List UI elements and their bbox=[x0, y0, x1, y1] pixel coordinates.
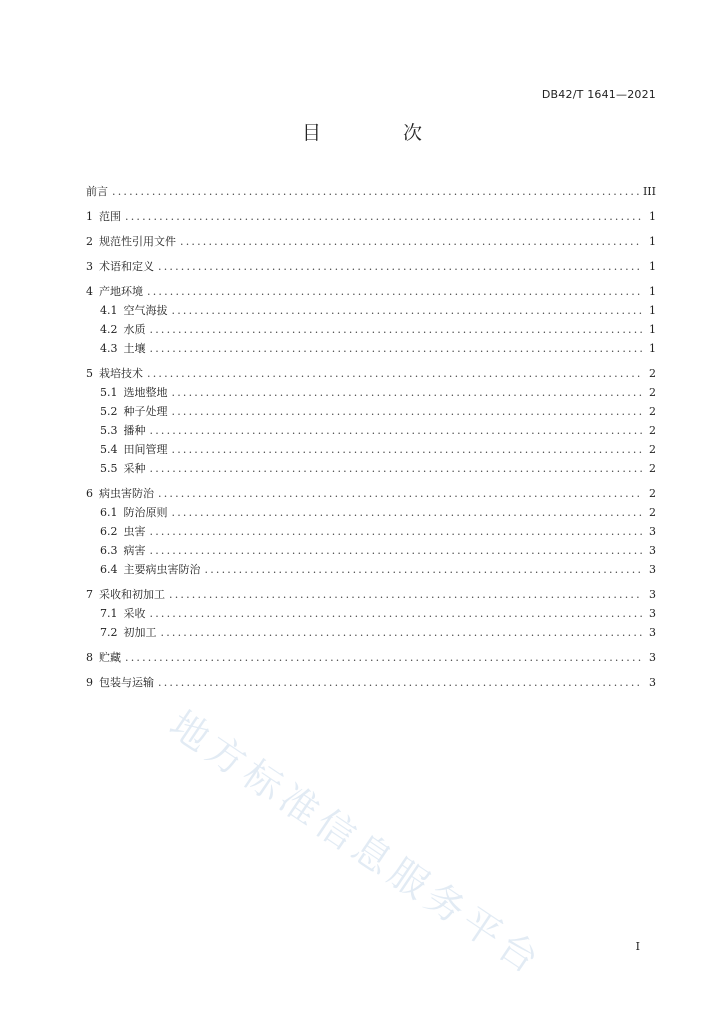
toc-entry-page: 1 bbox=[649, 323, 656, 336]
toc-entry[interactable] bbox=[86, 522, 656, 541]
toc-entry[interactable] bbox=[86, 364, 656, 383]
dot-leader bbox=[172, 383, 643, 402]
toc-entry-page: 2 bbox=[649, 367, 656, 380]
footer-page-number: I bbox=[635, 940, 640, 953]
toc-entry[interactable] bbox=[86, 320, 656, 339]
toc-entry-label: 空气海拔 bbox=[123, 304, 168, 317]
toc-entry-label: 规范性引用文件 bbox=[99, 235, 176, 248]
toc-entry-number: 6 bbox=[86, 487, 93, 500]
toc-entry[interactable] bbox=[86, 484, 656, 503]
dot-leader bbox=[180, 232, 642, 251]
toc-entry[interactable] bbox=[86, 604, 656, 623]
toc-entry-page: 1 bbox=[649, 210, 656, 223]
dot-leader bbox=[205, 560, 643, 579]
toc-entry[interactable] bbox=[86, 421, 656, 440]
toc-entry[interactable] bbox=[86, 503, 656, 522]
dot-leader bbox=[150, 421, 643, 440]
toc-entry-number: 9 bbox=[86, 676, 93, 689]
toc-entry-number: 5.1 bbox=[100, 386, 118, 399]
toc-entry-number: 6.2 bbox=[100, 525, 118, 538]
toc-entry-page: 2 bbox=[649, 443, 656, 456]
toc-entry-number: 2 bbox=[86, 235, 93, 248]
toc-entry-page: 3 bbox=[649, 676, 656, 689]
toc-entry-page: 3 bbox=[649, 525, 656, 538]
toc-entry-page: 3 bbox=[649, 544, 656, 557]
dot-leader bbox=[150, 339, 643, 358]
toc-entry-label: 虫害 bbox=[123, 525, 146, 538]
toc-entry-number: 4.1 bbox=[100, 304, 118, 317]
toc-entry-page: 2 bbox=[649, 506, 656, 519]
toc-entry-page: 3 bbox=[649, 651, 656, 664]
toc-entry-page: 1 bbox=[649, 304, 656, 317]
watermark: 地方标准信息服务平台 bbox=[161, 702, 552, 985]
toc-entry-page: 1 bbox=[649, 342, 656, 355]
toc-entry-label: 栽培技术 bbox=[99, 367, 143, 380]
dot-leader bbox=[158, 673, 642, 692]
toc-entry-page: 3 bbox=[649, 626, 656, 639]
toc-entry-number: 3 bbox=[86, 260, 93, 273]
toc-entry-label: 初加工 bbox=[123, 626, 157, 639]
toc-entry-label: 土壤 bbox=[123, 342, 146, 355]
toc-entry[interactable] bbox=[86, 402, 656, 421]
dot-leader bbox=[172, 301, 643, 320]
toc-entry-number: 8 bbox=[86, 651, 93, 664]
dot-leader bbox=[172, 503, 643, 522]
toc-entry-number: 4.2 bbox=[100, 323, 118, 336]
toc-entry[interactable] bbox=[86, 207, 656, 226]
dot-leader bbox=[158, 257, 642, 276]
table-of-contents bbox=[86, 182, 656, 692]
toc-entry-number: 5.4 bbox=[100, 443, 118, 456]
toc-entry-label: 水质 bbox=[123, 323, 146, 336]
dot-leader bbox=[150, 604, 643, 623]
toc-entry-label: 贮藏 bbox=[99, 651, 121, 664]
toc-entry-label: 田间管理 bbox=[123, 443, 168, 456]
toc-entry[interactable] bbox=[86, 301, 656, 320]
dot-leader bbox=[112, 182, 639, 201]
toc-entry-label: 采种 bbox=[123, 462, 146, 475]
toc-entry-page: 2 bbox=[649, 405, 656, 418]
toc-entry-label: 产地环境 bbox=[99, 285, 143, 298]
dot-leader bbox=[147, 282, 642, 301]
toc-entry-label: 病害 bbox=[123, 544, 146, 557]
toc-entry-number: 5 bbox=[86, 367, 93, 380]
dot-leader bbox=[161, 623, 643, 642]
toc-entry-number: 6.3 bbox=[100, 544, 118, 557]
dot-leader bbox=[150, 541, 643, 560]
toc-entry-page: 1 bbox=[649, 285, 656, 298]
toc-entry[interactable] bbox=[86, 560, 656, 579]
dot-leader bbox=[150, 459, 643, 478]
toc-entry-label: 术语和定义 bbox=[99, 260, 154, 273]
toc-entry-number: 6.4 bbox=[100, 563, 118, 576]
toc-entry[interactable] bbox=[86, 541, 656, 560]
toc-entry-number: 5.2 bbox=[100, 405, 118, 418]
toc-entry-label: 防治原则 bbox=[123, 506, 168, 519]
toc-entry-number: 5.3 bbox=[100, 424, 118, 437]
dot-leader bbox=[125, 207, 642, 226]
toc-entry-number: 7 bbox=[86, 588, 93, 601]
toc-entry[interactable] bbox=[86, 648, 656, 667]
dot-leader bbox=[172, 440, 643, 459]
toc-entry-label: 种子处理 bbox=[123, 405, 168, 418]
toc-entry-label: 选地整地 bbox=[123, 386, 168, 399]
toc-entry[interactable] bbox=[86, 383, 656, 402]
toc-entry[interactable] bbox=[86, 440, 656, 459]
dot-leader bbox=[150, 522, 643, 541]
toc-entry-page: 3 bbox=[649, 588, 656, 601]
toc-entry[interactable] bbox=[86, 673, 656, 692]
toc-entry-number: 6.1 bbox=[100, 506, 118, 519]
toc-entry-label: 采收 bbox=[123, 607, 146, 620]
toc-entry-page: 2 bbox=[649, 462, 656, 475]
toc-entry-number: 4 bbox=[86, 285, 93, 298]
toc-entry[interactable] bbox=[86, 459, 656, 478]
toc-title: 目 次 bbox=[301, 122, 461, 144]
toc-entry-page: 2 bbox=[649, 487, 656, 500]
dot-leader bbox=[147, 364, 642, 383]
toc-entry-label: 包装与运输 bbox=[99, 676, 154, 689]
toc-entry-page: 3 bbox=[649, 563, 656, 576]
toc-entry[interactable] bbox=[86, 182, 656, 201]
toc-entry-page: 2 bbox=[649, 424, 656, 437]
toc-entry-page: III bbox=[642, 185, 656, 198]
toc-entry[interactable] bbox=[86, 585, 656, 604]
toc-entry-number: 1 bbox=[86, 210, 93, 223]
toc-entry-number: 7.1 bbox=[100, 607, 118, 620]
toc-entry[interactable] bbox=[86, 232, 656, 251]
toc-entry-number: 4.3 bbox=[100, 342, 118, 355]
toc-entry-page: 2 bbox=[649, 386, 656, 399]
dot-leader bbox=[125, 648, 642, 667]
toc-entry-number: 5.5 bbox=[100, 462, 118, 475]
standard-code: DB42/T 1641—2021 bbox=[541, 88, 656, 101]
toc-entry-label: 范围 bbox=[99, 210, 121, 223]
toc-entry-label: 前言 bbox=[86, 185, 108, 198]
toc-entry[interactable] bbox=[86, 623, 656, 642]
toc-entry-label: 播种 bbox=[123, 424, 146, 437]
toc-entry-page: 3 bbox=[649, 607, 656, 620]
toc-entry[interactable] bbox=[86, 282, 656, 301]
dot-leader bbox=[150, 320, 643, 339]
toc-entry[interactable] bbox=[86, 257, 656, 276]
toc-entry-label: 采收和初加工 bbox=[99, 588, 165, 601]
toc-entry-label: 病虫害防治 bbox=[99, 487, 154, 500]
toc-entry-number: 7.2 bbox=[100, 626, 118, 639]
dot-leader bbox=[169, 585, 642, 604]
toc-entry-page: 1 bbox=[649, 235, 656, 248]
toc-entry-label: 主要病虫害防治 bbox=[123, 563, 201, 576]
dot-leader bbox=[158, 484, 642, 503]
toc-entry[interactable] bbox=[86, 339, 656, 358]
toc-entry-page: 1 bbox=[649, 260, 656, 273]
dot-leader bbox=[172, 402, 643, 421]
